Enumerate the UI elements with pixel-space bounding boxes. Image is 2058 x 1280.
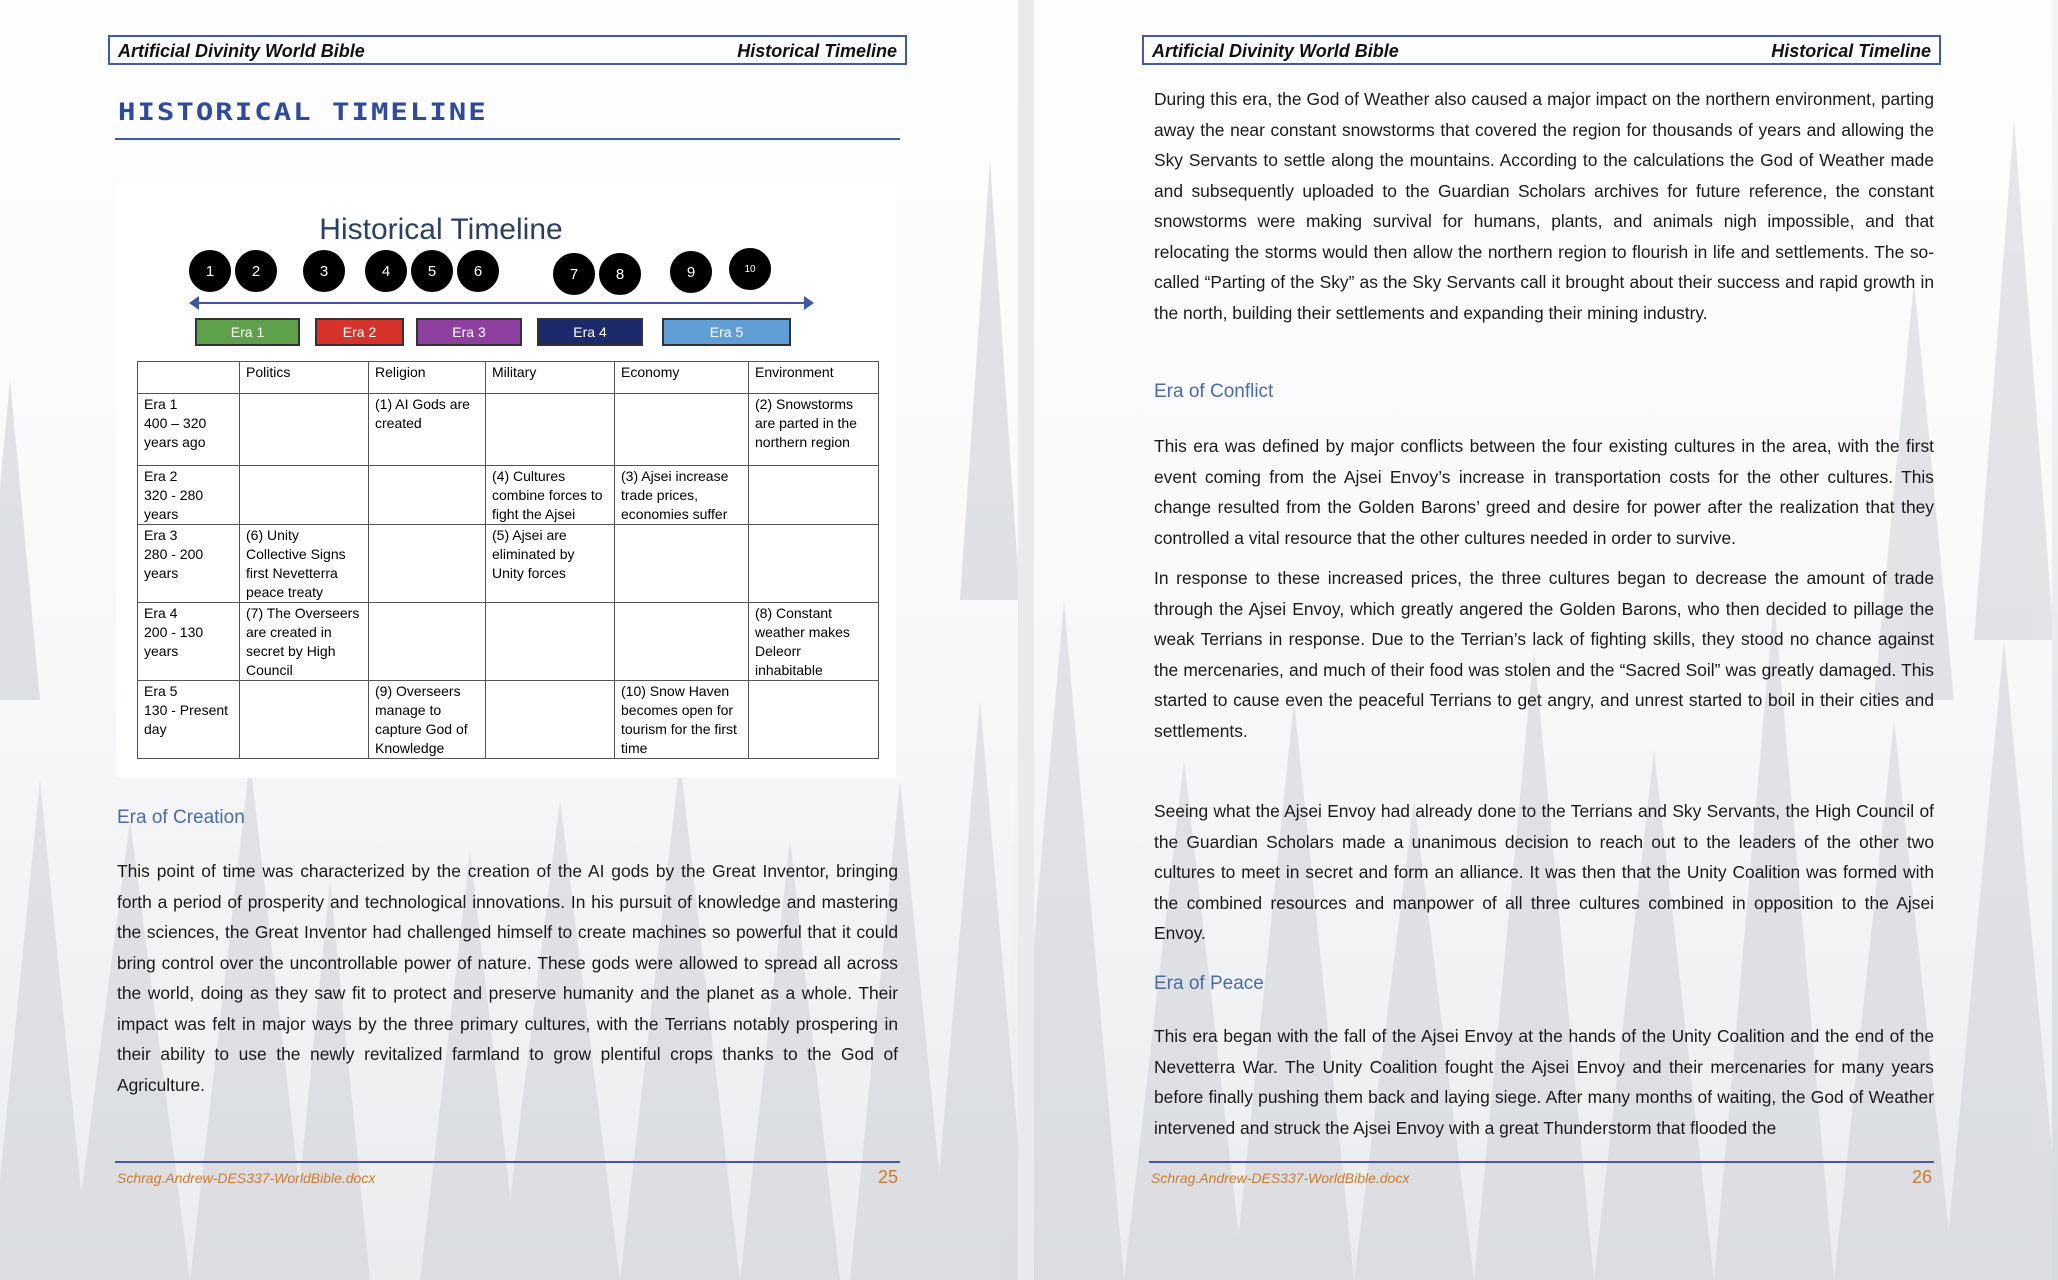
table-row xyxy=(138,603,879,681)
event-marker: 9 xyxy=(668,249,714,295)
table-cell xyxy=(240,394,369,466)
table-cell xyxy=(615,394,749,466)
timeline-axis xyxy=(192,302,806,304)
table-cell: (1) AI Gods are created xyxy=(369,394,486,466)
table-cell xyxy=(369,466,486,525)
table-cell: (4) Cultures combine forces to fight the Ajsei xyxy=(486,466,615,525)
table-cell xyxy=(749,681,879,759)
footer-rule xyxy=(115,1161,900,1163)
table-cell xyxy=(749,525,879,603)
figure-title: Historical Timeline xyxy=(319,213,563,246)
table-cell xyxy=(369,525,486,603)
event-marker: 3 xyxy=(301,248,347,294)
event-marker: 1 xyxy=(187,248,233,294)
table-row xyxy=(138,681,879,759)
table-row-era: Era 3 280 - 200 years xyxy=(138,525,240,603)
table-cell: (2) Snowstorms are parted in the northern region xyxy=(749,394,879,466)
page-number: 26 xyxy=(1911,1167,1932,1187)
table-row xyxy=(138,466,879,525)
paragraph-conflict-1: This era was defined by major conflicts between the four existing cultures in the area, with the first event coming from the Ajsei Envoy’s increase in transportation costs for the other cultures. This change resulted from the Golden Barons’ greed and desire for power after the realization that they controlled a vital resource that the other cultures needed in order to survive. xyxy=(1154,436,1934,548)
table-cell xyxy=(486,603,615,681)
era-label: Era 2 xyxy=(315,318,404,346)
era-label: Era 4 xyxy=(537,318,643,346)
header-section-title: Historical Timeline xyxy=(737,41,897,61)
footer-filename: Schrag.Andrew-DES337-WorldBible.docx xyxy=(1151,1170,1410,1186)
page-26[interactable] xyxy=(1034,0,2052,1280)
footer-rule xyxy=(1149,1161,1934,1163)
paragraph-weather: During this era, the God of Weather also caused a major impact on the northern environment, parting away the near constant snowstorms that covered the region for thousands of years and allowing the Sky Servants to settle along the mountains. According to the calculations the God of Weather made and subsequently uploaded to the Guardian Scholars archives for future reference, the constant snowstorms were making survival for humans, plants, and animals nigh impossible, and that relocating the storms would then allow the northern region to flourish in life and settlements. The so-called “Parting of the Sky” as the Sky Servants call it brought about their success and rapid growth in the north, building their settlements and expanding their mining industry. xyxy=(1154,89,1934,323)
table-cell: (6) Unity Collective Signs first Nevetterra peace treaty xyxy=(240,525,369,603)
event-marker: 5 xyxy=(409,248,455,294)
table-cell xyxy=(486,681,615,759)
page-title: HISTORICAL TIMELINE xyxy=(118,98,488,126)
page-25[interactable] xyxy=(0,0,1018,1280)
page-header xyxy=(108,35,907,65)
table-row-era: Era 5 130 - Present day xyxy=(138,681,240,759)
table-header: Religion xyxy=(369,362,486,394)
table-cell xyxy=(749,466,879,525)
event-marker: 2 xyxy=(233,248,279,294)
page-header xyxy=(1142,35,1941,65)
header-doc-title: Artificial Divinity World Bible xyxy=(1152,41,1399,61)
table-cell xyxy=(486,394,615,466)
footer-filename: Schrag.Andrew-DES337-WorldBible.docx xyxy=(117,1170,376,1186)
table-cell xyxy=(240,681,369,759)
table-row xyxy=(138,394,879,466)
event-marker: 7 xyxy=(551,251,597,297)
title-bar xyxy=(115,98,900,140)
era-label: Era 3 xyxy=(416,318,522,346)
table-cell xyxy=(615,525,749,603)
paragraph-peace: This era began with the fall of the Ajsei Envoy at the hands of the Unity Coalition and the end of the Nevetterra War. The Unity Coalition fought the Ajsei Envoy and their mercenaries for many years before finally pushing them back and laying siege. After many months of waiting, the God of Weather intervened and struck the Ajsei Envoy with a great Thunderstorm that flooded the xyxy=(1154,1026,1934,1138)
table-cell xyxy=(369,603,486,681)
event-marker: 4 xyxy=(363,248,409,294)
table-header-row xyxy=(138,362,879,394)
table-cell: (8) Constant weather makes Deleorr inhabitable xyxy=(749,603,879,681)
header-section-title: Historical Timeline xyxy=(1771,41,1931,61)
page-gutter xyxy=(1018,0,1034,1280)
era-label: Era 5 xyxy=(662,318,791,346)
table-header xyxy=(138,362,240,394)
table-cell: (3) Ajsei increase trade prices, economies suffer xyxy=(615,466,749,525)
table-cell xyxy=(240,466,369,525)
table-row xyxy=(138,525,879,603)
timeline-arrow-left-icon xyxy=(189,296,199,310)
table-cell xyxy=(615,603,749,681)
table-cell: (7) The Overseers are created in secret by High Council xyxy=(240,603,369,681)
table-header: Military xyxy=(486,362,615,394)
table-row-era: Era 4 200 - 130 years xyxy=(138,603,240,681)
section-heading-era-of-peace: Era of Peace xyxy=(1154,973,1264,994)
table-row-era: Era 2 320 - 280 years xyxy=(138,466,240,525)
event-marker: 10 xyxy=(727,246,773,292)
page-number: 25 xyxy=(877,1167,898,1187)
section-heading-era-of-creation: Era of Creation xyxy=(117,807,245,828)
event-marker: 6 xyxy=(455,248,501,294)
paragraph-era-of-creation: This point of time was characterized by the creation of the AI gods by the Great Inventor, bringing forth a period of prosperity and technological innovations. In his pursuit of knowledge and mastering the sciences, the Great Inventor had challenged himself to create machines so powerful that it could bring control over the uncontrollable power of nature. These gods were allowed to spread all across the world, doing as they saw fit to protect and preserve humanity and the planet as a whole. Their impact was felt in major ways by the three primary cultures, with the Terrians notably prospering in their ability to use the newly revitalized farmland to grow plentiful crops thanks to the God of Agriculture. xyxy=(117,861,898,1095)
table-cell: (10) Snow Haven becomes open for tourism for the first time xyxy=(615,681,749,759)
table-header: Politics xyxy=(240,362,369,394)
timeline-table xyxy=(137,361,879,759)
table-cell: (9) Overseers manage to capture God of Knowledge xyxy=(369,681,486,759)
era-label: Era 1 xyxy=(195,318,300,346)
table-header: Environment xyxy=(749,362,879,394)
timeline-figure xyxy=(116,178,896,778)
timeline-arrow-right-icon xyxy=(804,296,814,310)
paragraph-conflict-3: Seeing what the Ajsei Envoy had already done to the Terrians and Sky Servants, the High Council of the Guardian Scholars made a unanimous decision to reach out to the leaders of the other two cultures to meet in secret and form an alliance. It was then that the Unity Coalition was formed with the combined resources and manpower of all three cultures combined in opposition to the Ajsei Envoy. xyxy=(1154,801,1934,943)
header-doc-title: Artificial Divinity World Bible xyxy=(118,41,365,61)
table-cell: (5) Ajsei are eliminated by Unity forces xyxy=(486,525,615,603)
table-row-era: Era 1 400 – 320 years ago xyxy=(138,394,240,466)
table-header: Economy xyxy=(615,362,749,394)
event-marker: 8 xyxy=(597,251,643,297)
section-heading-era-of-conflict: Era of Conflict xyxy=(1154,381,1274,402)
paragraph-conflict-2: In response to these increased prices, the three cultures began to decrease the amount of trade through the Ajsei Envoy, which greatly angered the Golden Barons, who then decided to pillage the weak Terrians in response. Due to the Terrian’s lack of fighting skills, they stood no chance against the mercenaries, and much of their food was stolen and the “Sacred Soil” was greatly damaged. This started to cause even the peaceful Terrians to get angry, and unrest started to boil in their cities and settlements. xyxy=(1154,568,1934,741)
